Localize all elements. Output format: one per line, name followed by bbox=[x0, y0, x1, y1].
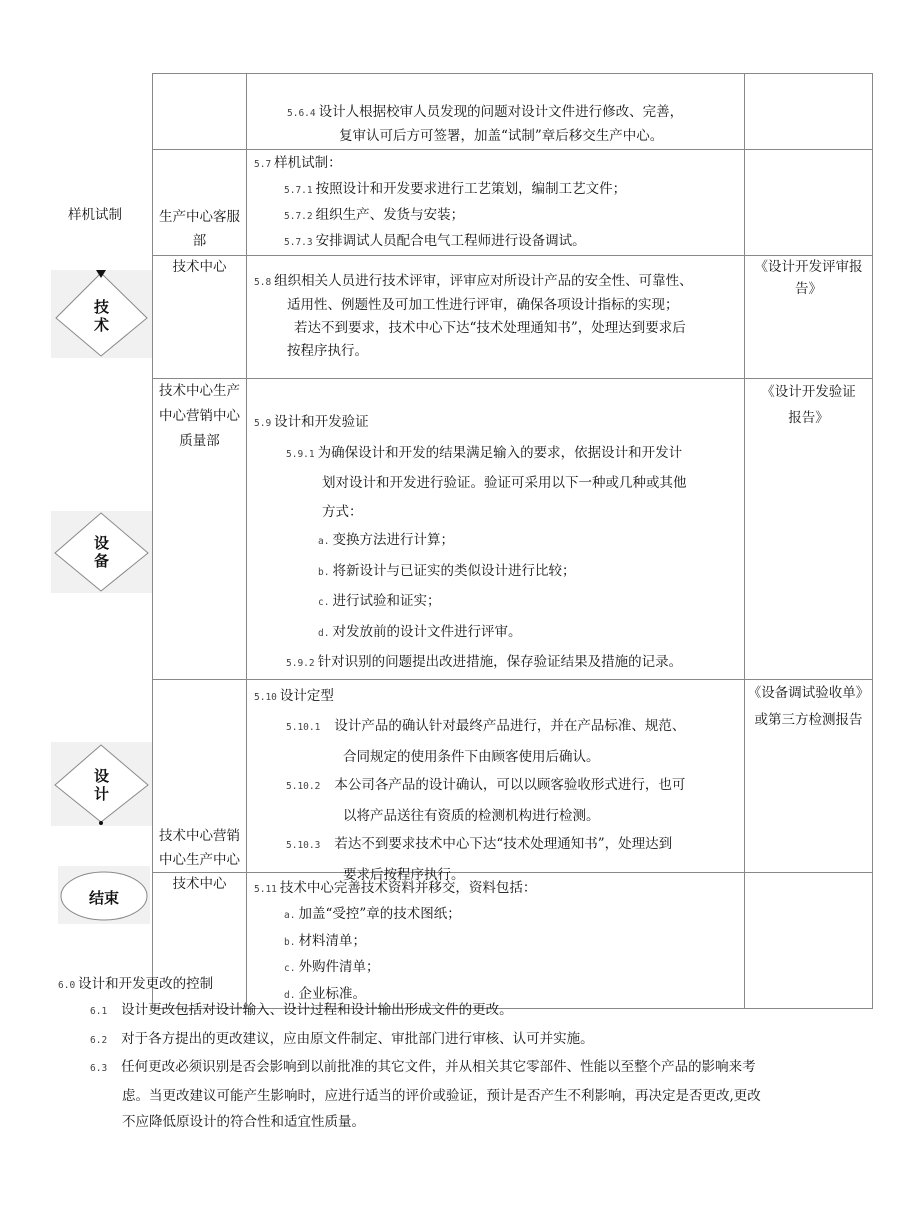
section-item: 6.3 任何更改必须识别是否会影响到以前批准的其它文件，并从相关其它零部件、性能以至整个产品的影响来考 bbox=[90, 1059, 756, 1075]
content-line: 5.7.3 安排调试人员配合电气工程师进行设备调试。 bbox=[284, 233, 586, 249]
content-line: 5.10 设计定型 bbox=[254, 687, 334, 704]
flow-shape-design bbox=[51, 742, 152, 826]
end-label: 结束 bbox=[88, 889, 119, 907]
content-line: 5.10.3 若达不到要求技术中心下达“技术处理通知书”，处理达到 bbox=[286, 836, 673, 852]
section-6-change-control bbox=[58, 973, 898, 1136]
equipment-line-2: 备 bbox=[93, 552, 109, 570]
flow-shape-equipment bbox=[51, 511, 152, 593]
record-cell: 《设备调试验收单》或第三方检测报告 bbox=[745, 679, 873, 872]
section-heading: 6.0 设计和开发更改的控制 bbox=[58, 976, 214, 992]
section-item-continued: 虑。当更改建议可能产生影响时，应进行适当的评价或验证，预计是否产生不利影响，再决定是否更改,更改 bbox=[122, 1087, 761, 1104]
dept-cell: 技术中心 bbox=[153, 256, 247, 379]
content-line: d. 对发放前的设计文件进行评审。 bbox=[318, 623, 522, 640]
content-line: 合同规定的使用条件下由顾客使用后确认。 bbox=[343, 748, 600, 765]
content-cell bbox=[247, 379, 745, 680]
table-row bbox=[153, 379, 873, 680]
content-line: 5.8 组织相关人员进行技术评审，评审应对所设计产品的安全性、可靠性、 bbox=[254, 273, 693, 289]
content-line: 5.7.1 按照设计和开发要求进行工艺策划，编制工艺文件； bbox=[284, 181, 627, 197]
content-line: a. 变换方法进行计算； bbox=[318, 532, 454, 548]
dept-cell bbox=[153, 74, 247, 150]
design-line-1: 设 bbox=[93, 767, 109, 785]
content-line: 5.10.1 设计产品的确认针对最终产品进行，并在产品标准、规范、 bbox=[286, 718, 686, 734]
table-row bbox=[153, 256, 873, 379]
design-line-2: 计 bbox=[93, 785, 109, 803]
content-cell bbox=[247, 256, 745, 379]
table-row bbox=[153, 679, 873, 872]
content-line: 5.9.1 为确保设计和开发的结果满足输入的要求，依据设计和开发计 bbox=[286, 444, 683, 461]
content-line: 5.11 技术中心完善技术资料并移交，资料包括： bbox=[254, 879, 537, 896]
procedure-table bbox=[152, 73, 873, 1009]
content-line: 5.10.2 本公司各产品的设计确认，可以以顾客验收形式进行，也可 bbox=[286, 777, 686, 793]
content-cell bbox=[247, 150, 745, 256]
content-line: c. 进行试验和证实； bbox=[318, 593, 441, 609]
content-line: b. 将新设计与已证实的类似设计进行比较； bbox=[318, 562, 576, 579]
content-line: 若达不到要求，技术中心下达“技术处理通知书”，处理达到要求后 bbox=[294, 320, 686, 336]
table-row bbox=[153, 150, 873, 256]
record-cell: 《设计开发验证报告》 bbox=[745, 379, 873, 680]
content-line: 5.6.4 设计人根据校审人员发现的问题对设计文件进行修改、完善， bbox=[287, 104, 684, 120]
content-line: a. 加盖“受控”章的技术图纸； bbox=[284, 906, 461, 922]
content-line: 5.9 设计和开发验证 bbox=[254, 414, 369, 430]
flow-shape-tech-review bbox=[51, 270, 152, 358]
record-cell bbox=[745, 150, 873, 256]
content-line: 适用性、例题性及可加工性进行评审，确保各项设计指标的实现； bbox=[287, 297, 679, 313]
content-line: 复审认可后方可签署，加盖“试制”章后移交生产中心。 bbox=[339, 128, 664, 144]
content-line: b. 材料清单； bbox=[284, 932, 366, 949]
content-line: d. 企业标准。 bbox=[284, 985, 366, 1002]
content-line: 划对设计和开发进行验证。验证可采用以下一种或几种或其他 bbox=[322, 475, 687, 491]
dept-cell: 技术中心 bbox=[153, 872, 247, 1009]
content-line: 按程序执行。 bbox=[287, 343, 368, 359]
dept-cell: 技术中心营销中心生产中心 bbox=[153, 679, 247, 872]
content-line: 要求后按程序执行。 bbox=[343, 866, 465, 883]
content-line: c. 外购件清单； bbox=[284, 959, 380, 975]
table-row bbox=[153, 74, 873, 150]
content-line: 5.9.2 针对识别的问题提出改进措施，保存验证结果及措施的记录。 bbox=[286, 654, 683, 670]
flow-stage-label: 样机试制 bbox=[68, 207, 122, 223]
dept-cell: 生产中心客服部 bbox=[153, 150, 247, 256]
tech-review-line-2: 术 bbox=[93, 316, 109, 334]
flow-shape-end bbox=[58, 866, 150, 924]
content-line: 5.7 样机试制： bbox=[254, 155, 342, 171]
content-line: 方式： bbox=[322, 503, 363, 520]
content-line: 以将产品送往有资质的检测机构进行检测。 bbox=[343, 807, 600, 824]
equipment-line-1: 设 bbox=[93, 534, 109, 552]
section-item-continued: 不应降低原设计的符合性和适宜性质量。 bbox=[122, 1114, 365, 1130]
section-item: 6.1 设计更改包括对设计输入、设计过程和设计输出形成文件的更改。 bbox=[90, 1002, 513, 1018]
content-line: 5.7.2 组织生产、发货与安装； bbox=[284, 207, 465, 223]
content-cell bbox=[247, 679, 745, 883]
record-cell bbox=[745, 74, 873, 150]
content-cell bbox=[247, 74, 745, 150]
record-cell: 《设计开发评审报告》 bbox=[745, 256, 873, 379]
tech-review-line-1: 技 bbox=[93, 298, 109, 316]
section-item: 6.2 对于各方提出的更改建议，应由原文件制定、审批部门进行审核、认可并实施。 bbox=[90, 1030, 594, 1047]
dept-cell: 技术中心生产中心营销中心质量部 bbox=[153, 379, 247, 680]
